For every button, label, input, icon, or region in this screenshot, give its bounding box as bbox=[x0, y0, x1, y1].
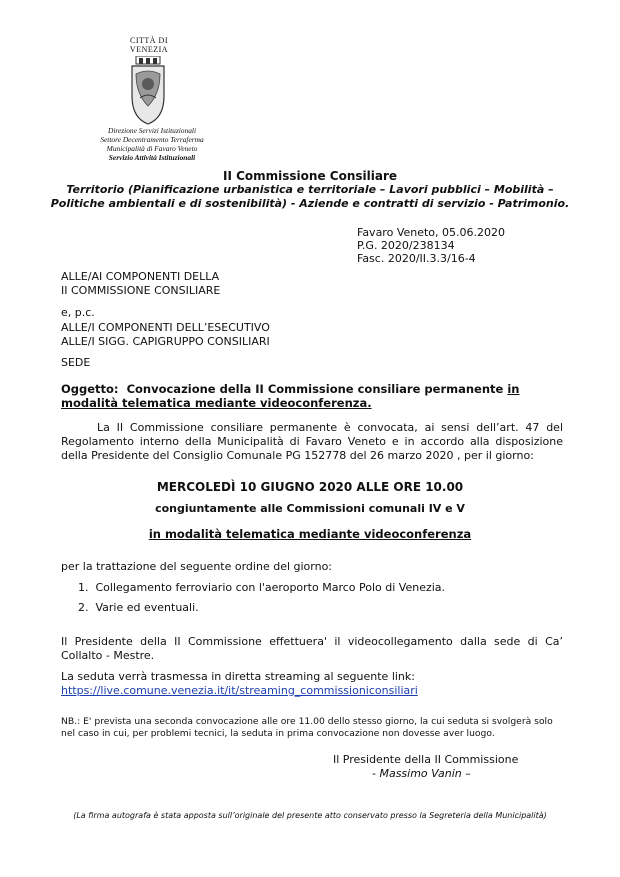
commission-subtitle-line1: Territorio (Pianificazione urbanistica e territoriale – Lavori pubblici – Mobilità – bbox=[66, 183, 554, 196]
city-name-line1: CITTÀ DI bbox=[130, 36, 168, 45]
office-line-1: Direzione Servizi Istituzionali bbox=[108, 126, 196, 135]
recipient-line-1: ALLE/AI COMPONENTI DELLA bbox=[61, 270, 220, 283]
office-line-2: Settore Decentramento Terraferma bbox=[100, 135, 204, 144]
recipient-epc: e, p.c. bbox=[61, 306, 95, 319]
document-meta bbox=[357, 226, 505, 265]
signature-role: Il Presidente della II Commissione bbox=[333, 753, 519, 766]
subject-label: Oggetto: bbox=[61, 382, 119, 396]
meeting-date: MERCOLEDÌ 10 GIUGNO 2020 ALLE ORE 10.00 bbox=[156, 480, 464, 494]
city-name-line2: VENEZIA bbox=[129, 45, 169, 54]
signature-name: - Massimo Vanin – bbox=[372, 767, 471, 780]
subject-underlined: in modalità telematica mediante videoconferenza. bbox=[61, 382, 520, 410]
place-date: Favaro Veneto, 05.06.2020 bbox=[357, 226, 506, 239]
protocol-number: P.G. 2020/238134 bbox=[357, 239, 455, 252]
streaming-link[interactable]: https://live.comune.venezia.it/it/streaming_commissioniconsiliari bbox=[61, 684, 418, 697]
agenda-item-text: Collegamento ferroviario con l'aeroporto Marco Polo di Venezia. bbox=[95, 581, 446, 594]
intro-paragraph: La II Commissione consiliare permanente è convocata, ai sensi dell’art. 47 del Regolamento interno della Municipalità di Favaro Veneto e in accordo alla disposizione della Presidente del Consiglio Comunale PG 152778 del 26 marzo 2020 , per il giorno: bbox=[61, 421, 563, 462]
recipient-line-3: ALLE/I COMPONENTI DELL’ESECUTIVO bbox=[61, 321, 270, 334]
recipient-line-4: ALLE/I SIGG. CAPIGRUPPO CONSILIARI bbox=[61, 335, 270, 348]
office-line-3: Municipalità di Favaro Veneto bbox=[106, 144, 198, 153]
commission-subtitle bbox=[40, 183, 580, 211]
meeting-mode: in modalità telematica mediante videoconferenza bbox=[148, 527, 472, 541]
subject-text: Convocazione della II Commissione consiliare permanente bbox=[126, 382, 504, 396]
agenda-item-2 bbox=[78, 601, 199, 615]
agenda-item-1 bbox=[78, 581, 445, 595]
subject bbox=[61, 382, 563, 410]
city-crest-logo bbox=[126, 56, 170, 126]
agenda-item-number: 2. bbox=[78, 601, 89, 614]
footer-note: (La firma autografa è stata apposta sull’originale del presente atto conservato presso la Segreteria della Municipalità) bbox=[73, 811, 547, 820]
agenda-intro: per la trattazione del seguente ordine del giorno: bbox=[61, 560, 333, 573]
office-block bbox=[72, 126, 232, 162]
file-reference: Fasc. 2020/II.3.3/16-4 bbox=[357, 252, 476, 265]
recipient-line-2: II COMMISSIONE CONSILIARE bbox=[61, 284, 221, 297]
commission-title: II Commissione Consiliare bbox=[222, 169, 397, 183]
nb-note: NB.: E' prevista una seconda convocazione alle ore 11.00 dello stesso giorno, la cui seduta si svolgerà solo nel caso in cui, per problemi tecnici, la seduta in prima convocazione non dovesse aver luogo. bbox=[61, 716, 553, 739]
president-note: Il Presidente della II Commissione effettuera' il videocollegamento dalla sede di Ca’ Collalto - Mestre. bbox=[61, 635, 563, 662]
office-line-4: Servizio Attività Istituzionali bbox=[108, 153, 196, 162]
recipient-line-5: SEDE bbox=[61, 356, 91, 369]
agenda-item-text: Varie ed eventuali. bbox=[95, 601, 199, 614]
joint-commissions: congiuntamente alle Commissioni comunali IV e V bbox=[155, 502, 465, 515]
streaming-note: La seduta verrà trasmessa in diretta streaming al seguente link: bbox=[61, 670, 415, 683]
commission-subtitle-line2: Politiche ambientali e di sostenibilità) - Aziende e contratti di servizio - Patrimonio. bbox=[50, 197, 570, 210]
agenda-item-number: 1. bbox=[78, 581, 89, 594]
